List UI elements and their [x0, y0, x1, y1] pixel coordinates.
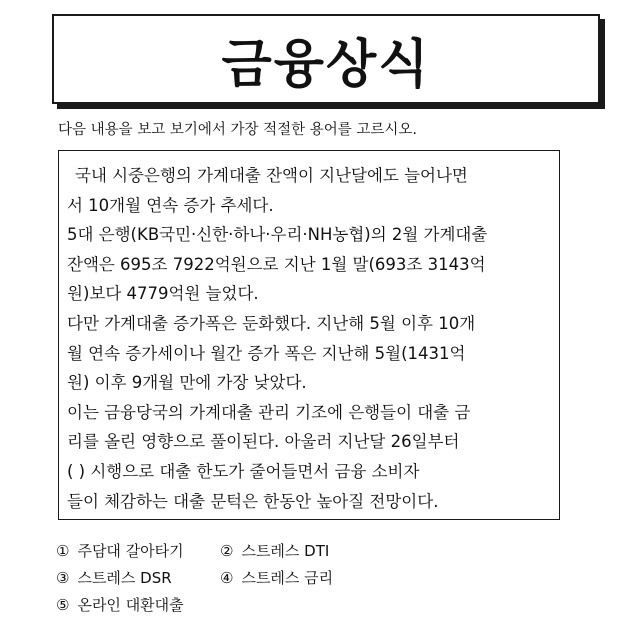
choice-mark: ⑤ — [56, 596, 70, 614]
choice-row — [56, 592, 333, 619]
choice-label: 주담대 갈아타기 — [77, 542, 184, 560]
choice-2[interactable] — [220, 538, 329, 565]
passage-line: 국내 시중은행의 가계대출 잔액이 지난달에도 늘어나면 — [75, 166, 468, 185]
choice-mark: ④ — [220, 569, 234, 587]
choice-mark: ② — [220, 542, 234, 560]
passage-line: 5대 은행(KB국민·신한·하나·우리·NH농협)의 2월 가계대출 — [67, 225, 488, 245]
choice-3[interactable] — [56, 565, 220, 592]
passage-line: 리를 올린 영향으로 풀이된다. 아울러 지난달 26일부터 — [67, 432, 460, 452]
choice-label: 스트레스 DTI — [241, 542, 330, 560]
choice-row — [56, 565, 333, 592]
choice-5[interactable] — [56, 592, 184, 619]
passage-box — [58, 150, 560, 520]
passage-line: 서 10개월 연속 증가 추세다. — [67, 195, 274, 215]
choice-1[interactable] — [56, 538, 220, 565]
choice-label: 온라인 대환대출 — [77, 596, 184, 614]
passage-line: 원)보다 4779억원 늘었다. — [67, 284, 259, 304]
choice-label: 스트레스 DSR — [77, 569, 172, 587]
passage-line: ( ) 시행으로 대출 한도가 줄어들면서 금융 소비자 — [67, 461, 420, 481]
passage-line: 다만 가계대출 증가폭은 둔화했다. 지난해 5월 이후 10개 — [67, 313, 476, 333]
choice-4[interactable] — [220, 565, 333, 592]
instruction-text: 다음 내용을 보고 보기에서 가장 적절한 용어를 고르시오. — [58, 122, 418, 138]
title-box — [52, 14, 600, 104]
passage-line: 잔액은 695조 7922억원으로 지난 1월 말(693조 3143억 — [67, 254, 486, 274]
passage-line: 원) 이후 9개월 만에 가장 낮았다. — [67, 373, 307, 393]
passage-line: 이는 금융당국의 가계대출 관리 기조에 은행들이 대출 금 — [67, 402, 471, 422]
choice-row — [56, 538, 333, 565]
choice-label: 스트레스 금리 — [241, 569, 334, 587]
answer-choices — [56, 538, 333, 619]
choice-mark: ③ — [56, 569, 70, 587]
passage-line: 들이 체감하는 대출 문턱은 한동안 높아질 전망이다. — [67, 491, 439, 511]
choice-mark: ① — [56, 542, 70, 560]
passage-line: 월 연속 증가세이나 월간 증가 폭은 지난해 5월(1431억 — [67, 343, 466, 363]
page-title: 금융상식 — [221, 33, 431, 95]
